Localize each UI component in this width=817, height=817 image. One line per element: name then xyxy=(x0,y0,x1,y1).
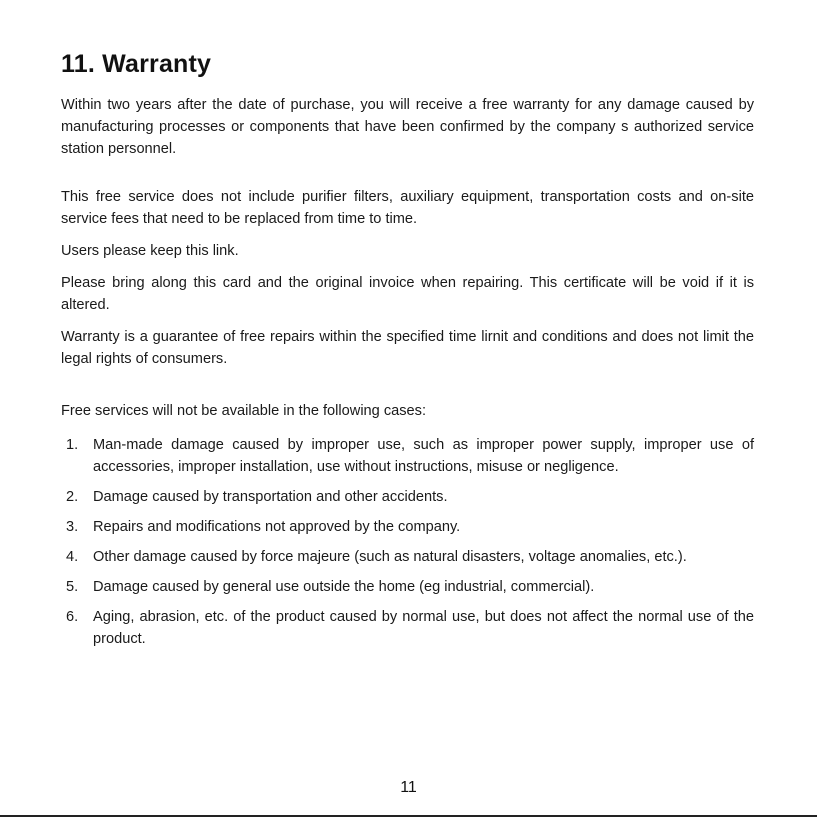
list-item-number: 3. xyxy=(66,519,79,535)
list-item-text: Aging, abrasion, etc. of the product caused by normal use, but does not affect the normal use of the product. xyxy=(93,609,754,647)
warranty-page xyxy=(61,50,754,658)
cases-intro: Free services will not be available in the following cases: xyxy=(61,403,427,419)
section-heading: 11. Warranty xyxy=(61,50,212,78)
list-item-number: 1. xyxy=(66,437,79,453)
list-item-text: Man-made damage caused by improper use, such as improper power supply, improper use of accessories, improper installation, use without instructions, misuse or negligence. xyxy=(93,437,754,475)
keep-link-paragraph: Users please keep this link. xyxy=(61,243,239,259)
cases-list xyxy=(61,434,754,650)
list-item-number: 5. xyxy=(66,579,79,595)
warranty-period-paragraph: Within two years after the date of purchase, you will receive a free warranty for any damage caused by manufacturing processes or components that have been confirmed by the company s authorized service station personnel. xyxy=(61,97,754,157)
exclusions-paragraph: This free service does not include purifier filters, auxiliary equipment, transportation costs and on-site service fees that need to be replaced from time to time. xyxy=(61,189,754,227)
list-item-text: Damage caused by transportation and other accidents. xyxy=(93,489,448,505)
list-item xyxy=(61,486,754,508)
invoice-paragraph: Please bring along this card and the original invoice when repairing. This certificate will be void if it is altered. xyxy=(61,275,754,313)
guarantee-paragraph: Warranty is a guarantee of free repairs within the specified time lirnit and conditions and does not limit the legal rights of consumers. xyxy=(61,329,754,367)
list-item-text: Other damage caused by force majeure (such as natural disasters, voltage anomalies, etc.). xyxy=(93,549,687,565)
list-item-number: 4. xyxy=(66,549,79,565)
page-number: 11 xyxy=(400,779,417,796)
list-item-text: Damage caused by general use outside the home (eg industrial, commercial). xyxy=(93,579,595,595)
list-item-number: 6. xyxy=(66,609,79,625)
list-item xyxy=(61,606,754,650)
list-item-text: Repairs and modifications not approved by the company. xyxy=(93,519,461,535)
list-item xyxy=(61,546,754,568)
list-item xyxy=(61,576,754,598)
list-item xyxy=(61,434,754,478)
list-item xyxy=(61,516,754,538)
list-item-number: 2. xyxy=(66,489,79,505)
